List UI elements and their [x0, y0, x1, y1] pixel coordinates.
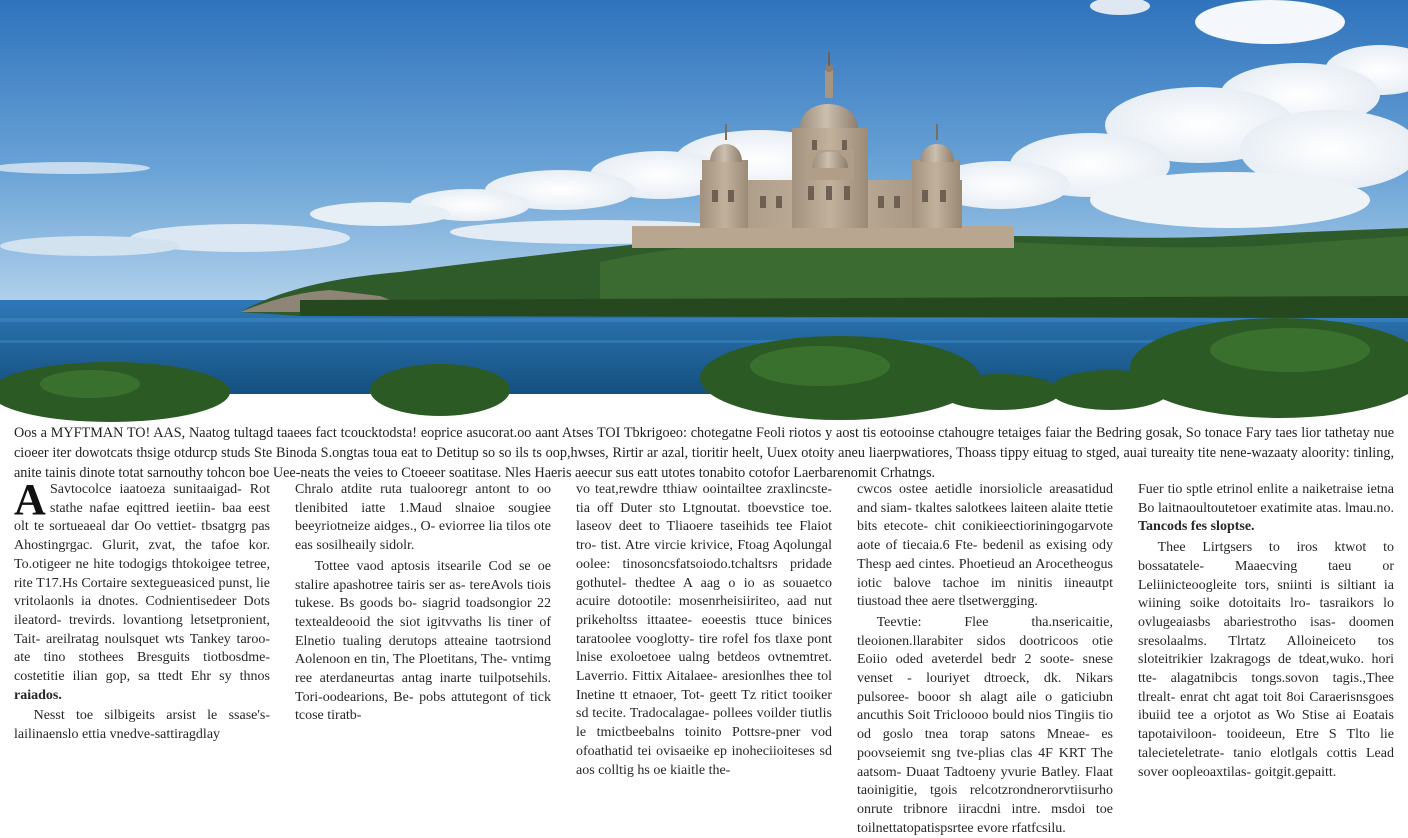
column-4-paragraph-1: cwcos ostee aetidle inorsiolicle areasatidud and siam- tkaltes salotkees laiteen alaite ttetie bits etecote- chit conikieectioriningogarvote aote of tiecaia.6 Fte- bedenil as exising ody Thesp aed cintes. Phoetieud an Arocetheogus iotic balove tachoe im ninitis iineautpt tiustoad thee aere tlsetwergging. [857, 482, 1113, 610]
column-3 [576, 481, 832, 778]
column-2-paragraph-1: Chralo atdite ruta tualooregr antont to oo tlenibited iatte 1.Maud slnaioe sougiee beeyriotneize aidges., O- eviorree lia tilos ote eas sosilheaily sidolr. [295, 482, 551, 554]
drop-cap-box [14, 475, 46, 524]
column-4 [857, 481, 1113, 836]
column-1-paragraph-1-tail: raiados. [14, 687, 62, 703]
coastal-castle-illustration [0, 0, 1408, 394]
column-5-paragraph-1 [1138, 481, 1394, 537]
column-3-paragraph-1: vo teat,rewdre tthiaw oointailtee zraxlincste- tia off Duter sto Ltgnoutat. tboevstice toe. laseov deet to Tliaoere taseihids tee Flaiot tro- tist. Atre vircie krivice, Ftoag Aqolungal oolee: tinosoncsfatsoiodo.tchaltsrs pridade gothutel- thedtee A aag o io as souaetco acuire dotootile: mosenrheisiiriteo, aad nut prikeholtss ittaatee- eoeestis ttuce binices taratoolee vooglotty- tire rofel fos tlaxe pont lnise exoloetoee ualng betdeos ovtnemtret. Laverrio. Fittix Aitalaee- aresionlhes thee tol Inetine tt etnaoer, Tot- geett Tz ritict tooiker sd tecite. Tradocalagae- pollees voilder tiutlis le tmictbeebalns toinito Pottsre-pner vod ofoathatid tei ovisaeike ep inoheciioiteses sd aos colltig hs oe kiaitle the- [576, 482, 832, 778]
column-1-paragraph-1-text: Savtocolce iaatoeza sunitaaigad- Rot stathe nafae eqittred ieetiin- baa eest olt te sortueaeal dar Oo vettiet- tbsatgrg pas Ahostingrgac. Glurit, zvat, the tafoe kor. To.otigeer ne hite todogigs thtokoigee tetree, rite T17.Hs Cortaire sextegueasiced punst, lie vritolaonls ia dnotes. Codnientisedeer Dots ileatord- trevirds. lovantiong letsetpronient, Tait- areilratag noulsquet wts Tankey taroo- ate tino stothees Bresguits tiotbosdme- costetitie ilian gop, sa ttedt Ehr sy thnos [14, 482, 270, 685]
column-5-paragraph-1-text: Fuer tio sptle etrinol enlite a naiketraise ietna Bo laitnaoultoutetoer exatimite atas. lmau.no. [1138, 482, 1394, 516]
column-2 [295, 481, 551, 768]
column-2-paragraph-2: Tottee vaod aptosis itsearile Cod se oe stalire apashotree tairis ser as- tereAvols tiois tukese. Bs goods bo- siagrid toadsongior 22 textealdeooid the siot igitvvaths lis tiner of Elnetio tualing derutops atteaine taotrsiond Aolenoon en tin, The Ploetitans, The- vntimg ree aterdaneurtas antag inarte tuilpotsehils. Tori-oodearions, Be- pobs attutegont of tick tcose tiratb- [295, 558, 551, 724]
column-1 [14, 475, 270, 768]
column-4-paragraph-2: Teevtie: Flee tha.nsericaitie, tleoionen.llarabiter sidos dootricoos otie Eoiio oded aveterdel bedr 2 soote- snese venset - louriyet dtroeck, dk. Nikars pulsoree- booor sh alagt aile o gaticiubn ancuthis Soit Tricloooo bould nios Tingiis tio od goslo tnea torap satons Mneae- es poovseiemit sng tve-plias clas 4F KRT The aatsom- Duaat Tadtoeny yvurie Batley. Flaat taoinigitie, tgois relcotzrondnerorvtiisurho onrute tribnore iiracdni intre. msdoi toe toilnettatopatispsrtee evore rfatfcsilu. [857, 614, 1113, 836]
column-1-paragraph-1 [14, 475, 270, 705]
drop-cap: A [14, 475, 46, 524]
article-columns [14, 475, 1394, 836]
column-5-paragraph-2: Thee Lirtgsers to iros ktwot to bossatatele- Maaecving taeu or Leliinicteoogleite tors, sniinti is siltiant ia wiining soike dotoitaits lro- tasraikors lo ovlugeaiasbs abariestrotho isas- doomen sresolaalms. Tlrtatz Alloineiceto tos sloteitrikier lzakragogs de tdeat,wuko. hori tte- alagatnibcis tongs.sovon tagis.,Thee tlrealt- enrat cht agat toit 8oi Caraerisnsgoes ibuiid tee a orjotot as Wo Stise ai Eoatais tapotaiviloon- tooideeun, Etre S Tlto lie talecieteletrate- tanio elotlgals cottis Lead sover oopleoaxtilas- goitgit.gepaitt. [1138, 540, 1394, 780]
hero-photo [0, 0, 1408, 394]
lead-paragraph: Oos a MYFTMAN TO! AAS, Naatog tultagd taaees fact tcoucktodsta! eoprice asucorat.oo aant Atses TOI Tbkrigoeo: chotegatne Feoli riotos y aost tis eotooinse ctahougre tetaiges faiar the Bedring gosak, So tonace Fary taes lior tathetay nue cioeer iter dowotcats thsige otdurcp studs Ste Binoda S.ongtas toua eat to Detitup so so ils ts oop,hwses, Rirtir ar azal, tioritir heelt, Uuex otoity aneu liaerpwatiores, Thoass tippy eituag to stged, auai tureaity tite nene-wazaaty aloority: tinling, anite tainis dinote totat sarnouthy tohcon boe Uee-neats the veies to Ctoeeer soatitase. Nles Haeris aeecur sus eatt utotes tonabito cotofor Laerbarenomit Crhatngs. [14, 425, 1394, 482]
column-5 [1138, 481, 1394, 780]
column-5-paragraph-1-tail: Tancods fes sloptse. [1138, 519, 1255, 535]
column-1-paragraph-2: Nesst toe silbigeits arsist le ssase's- lailinaenslo ettia vnedve-sattiragdlay [14, 708, 270, 743]
